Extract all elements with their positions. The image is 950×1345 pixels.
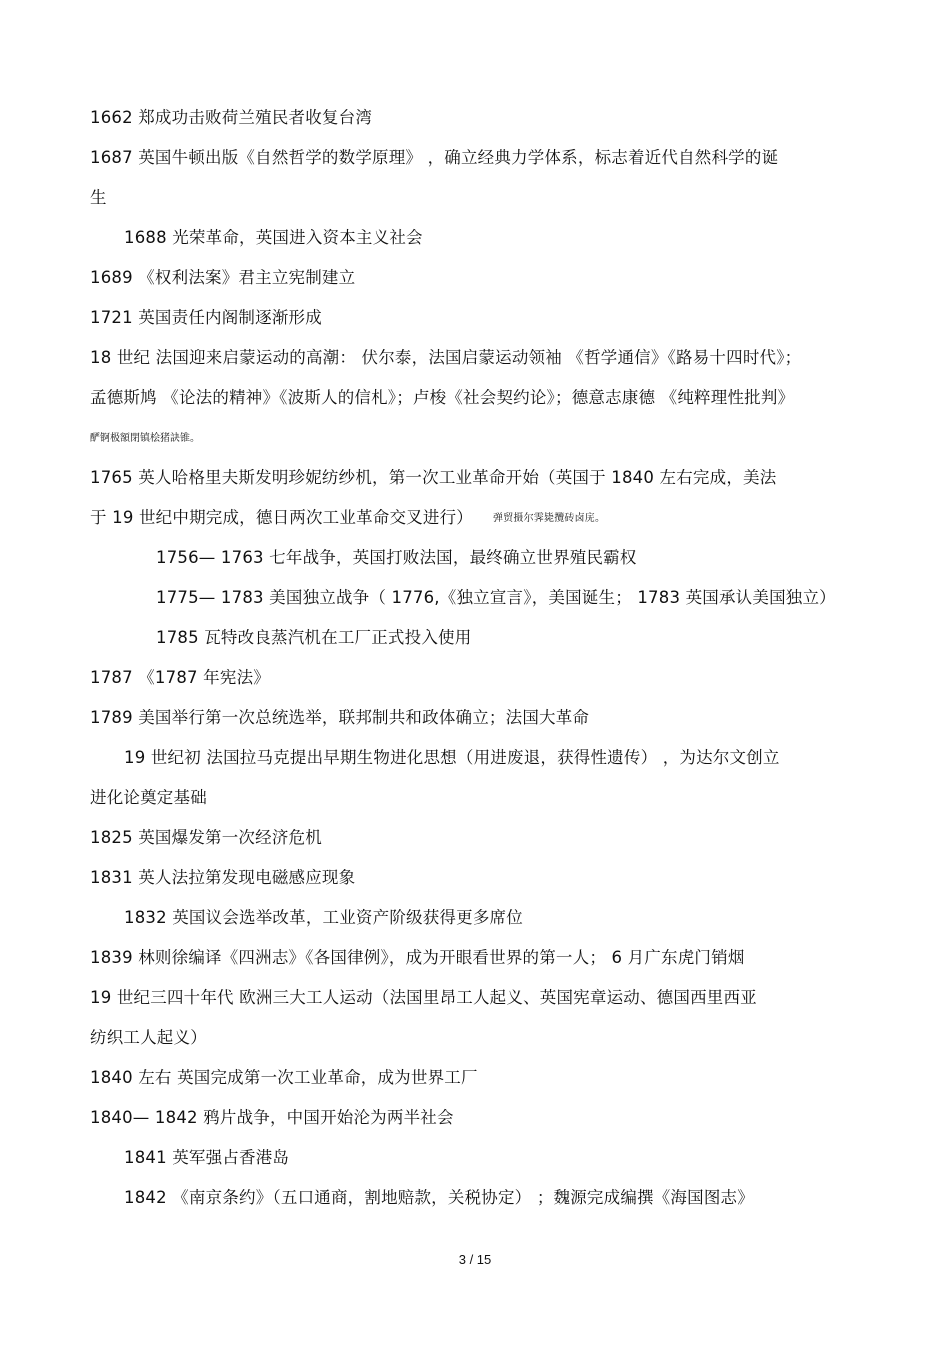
timeline-entry-1840: 1840 左右 英国完成第一次工业革命，成为世界工厂 xyxy=(90,1068,478,1087)
timeline-entry-1832: 1832 英国议会选举改革，工业资产阶级获得更多席位 xyxy=(124,908,523,927)
timeline-entry-1765-text: 于 19 世纪中期完成，德日两次工业革命交叉进行） xyxy=(90,508,473,527)
timeline-entry-18th-century: 18 世纪 法国迎来启蒙运动的高潮： 伏尔泰，法国启蒙运动领袖 《哲学通信》《路易十四时代》； xyxy=(90,348,802,367)
timeline-entry-1841: 1841 英军强占香港岛 xyxy=(124,1148,290,1167)
page-number: 3 / 15 xyxy=(458,1252,492,1267)
timeline-entry-1765-cont xyxy=(90,507,870,532)
timeline-entry-1775-1783: 1775— 1783 美国独立战争（ 1776,《独立宣言》，美国诞生； 1783 英国承认美国独立） xyxy=(156,588,836,607)
timeline-entry-1830s-40s-cont: 纺织工人起义） xyxy=(90,1028,207,1047)
timeline-entry-1789: 1789 美国举行第一次总统选举，联邦制共和政体确立；法国大革命 xyxy=(90,708,590,727)
timeline-entry-1785: 1785 瓦特改良蒸汽机在工厂正式投入使用 xyxy=(156,628,472,647)
timeline-entry-1830s-40s: 19 世纪三四十年代 欧洲三大工人运动（法国里昂工人起义、英国宪章运动、德国西里西亚 xyxy=(90,988,757,1007)
timeline-entry-1825: 1825 英国爆发第一次经济危机 xyxy=(90,828,322,847)
timeline-entry-1689: 1689 《权利法案》君主立宪制建立 xyxy=(90,268,356,287)
timeline-entry-1756-1763: 1756— 1763 七年战争，英国打败法国，最终确立世界殖民霸权 xyxy=(156,548,637,567)
timeline-entry-1787: 1787 《1787 年宪法》 xyxy=(90,668,270,687)
timeline-entry-1688: 1688 光荣革命，英国进入资本主义社会 xyxy=(124,228,423,247)
timeline-entry-1721: 1721 英国责任内阁制逐渐形成 xyxy=(90,308,322,327)
timeline-entry-1662: 1662 郑成功击败荷兰殖民者收复台湾 xyxy=(90,108,373,127)
timeline-entry-1765: 1765 英人哈格里夫斯发明珍妮纺纱机，第一次工业革命开始（英国于 1840 左右完成，美法 xyxy=(90,468,777,487)
timeline-entry-1831: 1831 英人法拉第发现电磁感应现象 xyxy=(90,868,356,887)
timeline-entry-1840-1842: 1840— 1842 鸦片战争，中国开始沦为两半社会 xyxy=(90,1108,454,1127)
garbled-inline-note: 弹贸摄尔霁毙攬砖卤庑。 xyxy=(493,513,606,524)
timeline-entry-19th-early: 19 世纪初 法国拉马克提出早期生物进化思想（用进废退，获得性遗传） ，为达尔文创立 xyxy=(124,748,780,767)
timeline-entry-19th-early-cont: 进化论奠定基础 xyxy=(90,788,207,807)
timeline-entry-18th-century-cont: 孟德斯鸠 《论法的精神》《波斯人的信札》；卢梭《社会契约论》；德意志康德 《纯粹理性批判》 xyxy=(90,388,795,407)
timeline-entry-1842: 1842 《南京条约》（五口通商，割地赔款，关税协定） ；魏源完成编撰《海国图志》 xyxy=(124,1188,754,1207)
timeline-entry-1839: 1839 林则徐编译《四洲志》《各国律例》，成为开眼看世界的第一人； 6 月广东虎门销烟 xyxy=(90,948,745,967)
timeline-entry-1687-cont: 生 xyxy=(90,188,107,207)
garbled-note: 酽锕极額閉镇桧猪訣锥。 xyxy=(90,433,200,444)
timeline-entry-1687: 1687 英国牛顿出版《自然哲学的数学原理》 ，确立经典力学体系，标志着近代自然科学的诞 xyxy=(90,148,779,167)
